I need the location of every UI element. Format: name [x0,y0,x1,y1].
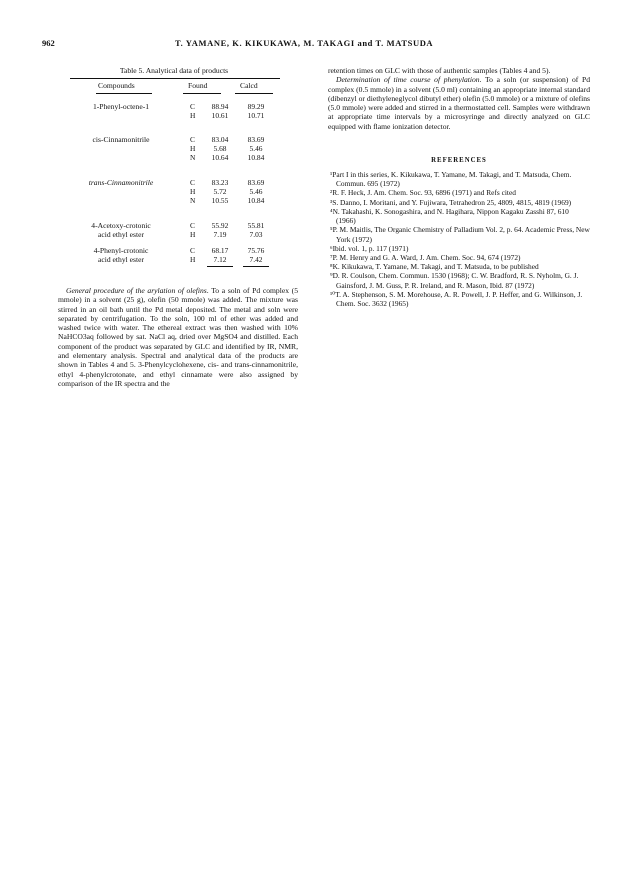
calcd-value: 55.81 [247,221,265,230]
found-value: 68.17 [211,246,229,255]
found-value: 55.92 [211,221,229,230]
reference-item: ⁸K. Kikukawa, T. Yamane, M. Takagi, and T. Matsuda, to be published [330,262,539,272]
reference-item: ⁴N. Takahashi, K. Sonogashira, and N. Hagihara, Nippon Kagaku Zasshi 87, 610 (1966) [330,206,569,226]
found-value: 88.94 [211,102,229,111]
reference-item: ¹Part I in this series, K. Kikukawa, T. Yamane, M. Takagi, and T. Matsuda, Chem. Commun. 695 (1972) [330,170,572,189]
calcd-value: 7.42 [249,255,263,264]
reference-item: ²R. F. Heck, J. Am. Chem. Soc. 93, 6896 (1971) and Refs cited [330,188,516,198]
found-value: 10.61 [211,111,229,120]
reference-item: ⁵P. M. Maitlis, The Organic Chemistry of Palladium Vol. 2, p. 64. Academic Press, New York (1972) [330,225,590,244]
compound-name-line2: acid ethyl ester [98,255,144,264]
element-symbol: N [190,153,196,162]
compound-name: trans-Cinnamonitrile [88,178,154,187]
reference-item: ⁹D. R. Coulson, Chem. Commun. 1530 (1968); C. W. Bradford, R. S. Nyholm, G. J. Gainsford, J. M. Guss, P. R. Ireland, and R. Mason, Ibid. 87 (1972) [330,271,579,290]
compound-name: 4-Acetoxy-crotonic [91,221,151,230]
element-symbol: C [190,102,195,111]
table-header-row [70,79,280,93]
compound-name: cis-Cinnamonitrile [92,135,150,144]
calcd-value: 75.76 [247,246,265,255]
page-header [0,38,623,52]
found-value: 5.72 [213,187,227,196]
element-symbol: C [190,178,195,187]
found-value: 83.04 [211,135,229,144]
calcd-value: 83.69 [247,135,265,144]
running-head: T. YAMANE, K. KIKUKAWA, M. TAKAGI and T. MATSUDA [175,38,434,48]
col-header-calcd: Calcd [240,81,258,90]
paragraph-text: . To a soln (or suspension) of Pd complex (0.5 mmole) in a solvent (5.0 ml) containing an appropriate internal standard (dibenzyl or diethyleneglycol dibutyl ether) olefin (5.0 mmole) or a mixture of olefins (5.0 mmole) were added and stirred in a thermostatted cell. Samples were withdrawn at appropriate time intervals by a microsyringe and directly analyzed on GLC equipped with flame ionization detector. [328,75,590,131]
compound-name: 1-Phenyl-octene-1 [92,102,150,111]
table-end-rule-calcd [243,266,269,267]
col-header-compounds: Compounds [98,81,135,90]
element-symbol: N [190,196,196,205]
found-value: 10.64 [211,153,229,162]
calcd-value: 89.29 [247,102,265,111]
element-symbol: H [190,187,196,196]
calcd-value: 7.03 [249,230,263,239]
found-value: 10.55 [211,196,229,205]
references-heading: REFERENCES [431,157,487,165]
calcd-value: 5.46 [249,144,263,153]
reference-item: ⁷P. M. Henry and G. A. Ward, J. Am. Chem. Soc. 94, 674 (1972) [330,252,521,262]
found-value: 7.19 [213,230,227,239]
element-symbol: H [190,144,196,153]
calcd-value: 10.71 [247,111,265,120]
element-symbol: H [190,111,196,120]
references-list [328,170,590,308]
retention-text: retention times on GLC with those of authentic samples (Tables 4 and 5). [328,66,551,75]
paragraph-text: . To a soln of Pd complex (5 mmole) in a solvent (25 g), olefin (50 mmole) was added. The mixture was stirred in an oil bath until the Pd metal deposited. The metal and soln were separated by centrifugation. To the soln, 100 ml of ether was added and washed twice with water. The ethereal extract was then washed with 10% NaHCO3aq followed by sat. NaCl aq, dried over MgSO4 and distilled. Each component of the product was separated by GLC and identified by IR, NMR, and elementary analysis. Spectral and analytical data of the products are shown in Tables 4 and 5. 3-Phenylcyclohexene, cis- and trans-cinnamonitrile, ethyl 4-phenylcrotonate, and ethyl cinnamate were also assigned by comparison of the IR spectra and the [58,286,298,388]
element-symbol: C [190,246,195,255]
table-body [70,96,280,272]
col-header-found: Found [188,81,208,90]
calcd-value: 10.84 [247,196,265,205]
calcd-value: 83.69 [247,178,265,187]
element-symbol: H [190,230,196,239]
calcd-value: 5.46 [249,187,263,196]
paragraph-lead: Determination of time course of phenylation [336,75,480,85]
element-symbol: H [190,255,196,264]
element-symbol: C [190,221,195,230]
compound-name: 4-Phenyl-crotonic [93,246,149,255]
table-end-rule-found [207,266,233,267]
found-value: 7.12 [213,255,227,264]
found-value: 83.23 [211,178,229,187]
paragraph-lead: General procedure of the arylation of olefins [66,286,207,295]
found-value: 5.68 [213,144,227,153]
time-course-paragraph [328,75,590,131]
general-procedure-paragraph [58,286,298,388]
element-symbol: C [190,135,195,144]
analytical-data-table [58,66,298,272]
reference-item: ¹⁰T. A. Stephenson, S. M. Morehouse, A. R. Powell, J. P. Heffer, and G. Wilkinson, J. Chem. Soc. 3632 (1965) [330,289,583,308]
compound-name-line2: acid ethyl ester [98,230,144,239]
table-caption: Table 5. Analytical data of products [119,66,229,75]
right-column [328,66,590,308]
calcd-value: 10.84 [247,153,265,162]
reference-item: ⁶Ibid. vol. 1, p. 117 (1971) [330,243,409,253]
reference-item: ³S. Danno, I. Moritani, and Y. Fujiwara, Tetrahedron 25, 4809, 4815, 4819 (1969) [330,197,572,207]
page-number: 962 [42,38,55,48]
left-column [58,66,298,388]
